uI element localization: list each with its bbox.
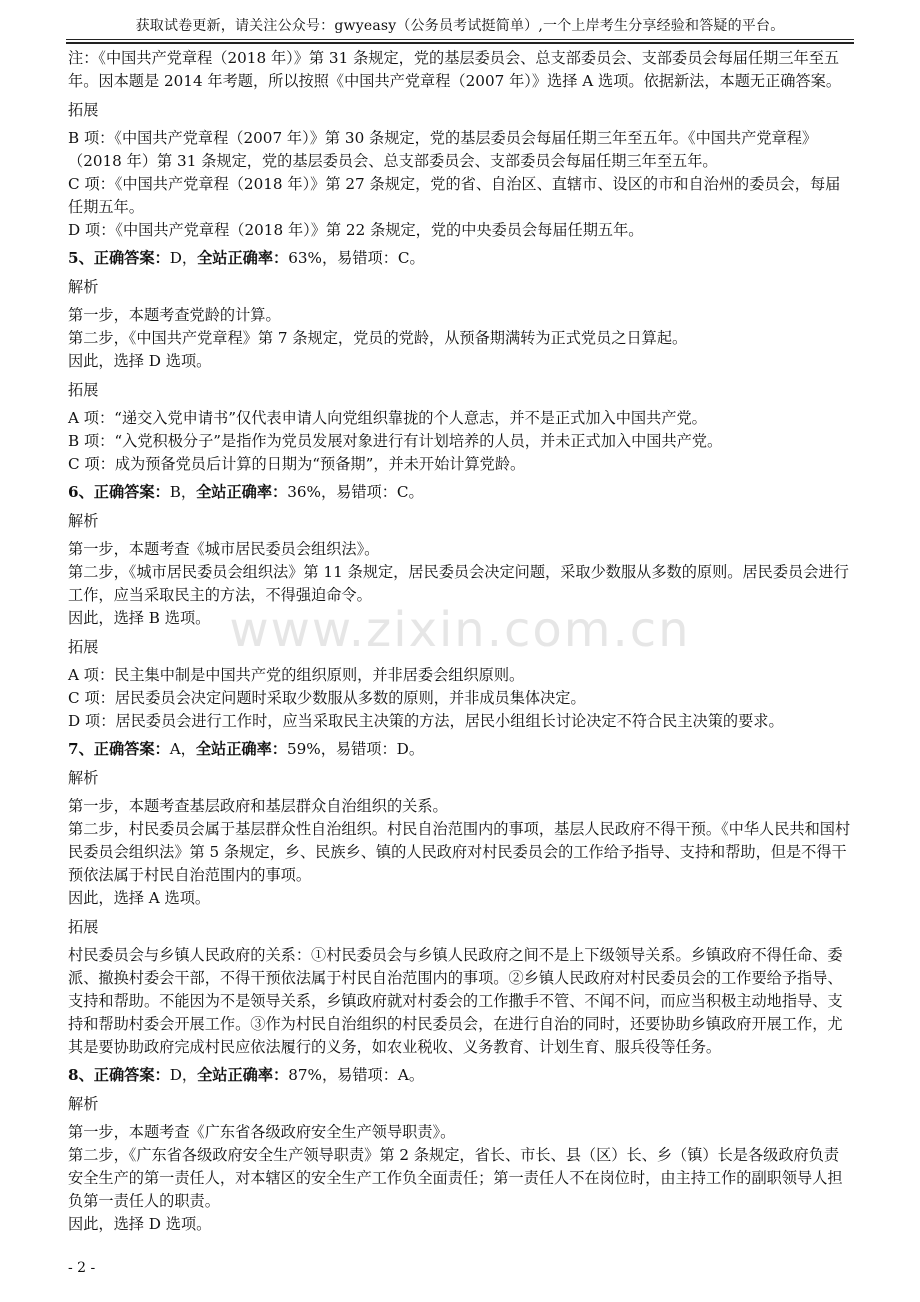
analysis-paragraph: 因此，选择 B 选项。	[68, 609, 211, 627]
analysis-paragraph: 因此，选择 D 选项。	[68, 1215, 212, 1233]
section-heading-extension: 拓展	[68, 638, 99, 656]
header-rule-thick	[66, 42, 854, 44]
accuracy-label: 全站正确率：	[197, 1066, 289, 1084]
intro-section	[68, 47, 854, 242]
analysis-paragraph: 第二步，《城市居民委员会组织法》第 11 条规定，居民委员会决定问题，采取少数服从多数的原则。居民委员会进行工作，应当采取民主的方法，不得强迫命令。	[68, 563, 849, 604]
answer-number-label: 8、正确答案：	[68, 1066, 170, 1084]
answer-line	[68, 247, 854, 270]
extension-paragraph: 村民委员会与乡镇人民政府的关系：①村民委员会与乡镇人民政府之间不是上下级领导关系。乡镇政府不得任命、委派、撤换村委会干部，不得干预依法属于村民自治范围内的事项。②乡镇人民政府对村民委员会的工作要给予指导、支持和帮助。不能因为不是领导关系，乡镇政府就对村委会的工作撒手不管、不闻不问，而应当积极主动地指导、支持和帮助村委会开展工作。③作为村民自治组织的村民委员会，在进行自治的同时，还要协助乡镇政府开展工作，尤其是要协助政府完成村民应依法履行的义务，如农业税收、义务教育、计划生育、服兵役等任务。	[68, 946, 843, 1056]
section-heading-analysis: 解析	[68, 769, 99, 787]
answer-number-label: 5、正确答案：	[68, 249, 170, 267]
accuracy-label: 全站正确率：	[197, 249, 289, 267]
answer-number-label: 6、正确答案：	[68, 483, 170, 501]
analysis-paragraph: 第一步，本题考查基层政府和基层群众自治组织的关系。	[68, 797, 448, 815]
extension-paragraph: B 项：《中国共产党章程（2007 年）》第 30 条规定，党的基层委员会每届任期三年至五年。《中国共产党章程》（2018 年）第 31 条规定，党的基层委员会、总支部委员会、支部委员会每届任期三年至五年。	[68, 129, 818, 170]
section-heading-extension: 拓展	[68, 381, 99, 399]
watermark: www.zixin.com.cn	[229, 602, 691, 658]
section-heading-analysis: 解析	[68, 512, 99, 530]
section-heading-extension: 拓展	[68, 918, 99, 936]
answer-line	[68, 481, 854, 504]
analysis-paragraph: 第一步，本题考查《广东省各级政府安全生产领导职责》。	[68, 1123, 456, 1141]
analysis-paragraph: 第一步，本题考查《城市居民委员会组织法》。	[68, 540, 380, 558]
extension-paragraph: D 项：《中国共产党章程（2018 年）》第 22 条规定，党的中央委员会每届任期五年。	[68, 221, 644, 239]
question-8	[68, 1064, 854, 1236]
intro-paragraph: 注：《中国共产党章程（2018 年）》第 31 条规定，党的基层委员会、总支部委员会、支部委员会每届任期三年至五年。因本题是 2014 年考题，所以按照《中国共产党章程（2007 年）》选择 A 选项。依据新法，本题无正确答案。	[68, 49, 842, 90]
answer-value: B，	[169, 483, 197, 501]
accuracy-label: 全站正确率：	[196, 483, 288, 501]
analysis-paragraph: 第二步，《广东省各级政府安全生产领导职责》第 2 条规定，省长、市长、县（区）长、乡（镇）长是各级政府负责安全生产的第一责任人，对本辖区的安全生产工作负全面责任；第一责任人不在岗位时，由主持工作的副职领导人担负第一责任人的职责。	[68, 1146, 843, 1210]
answer-value: D，	[169, 1066, 198, 1084]
question-6	[68, 481, 854, 733]
page-number: - 2 -	[68, 1260, 96, 1276]
analysis-paragraph: 第一步，本题考查党龄的计算。	[68, 306, 281, 324]
accuracy-value: 63%，易错项：C。	[288, 249, 425, 267]
accuracy-value: 36%，易错项：C。	[287, 483, 424, 501]
accuracy-label: 全站正确率：	[195, 740, 287, 758]
section-heading-analysis: 解析	[68, 278, 99, 296]
extension-paragraph: A 项：“递交入党申请书”仅代表申请人向党组织靠拢的个人意志，并不是正式加入中国共产党。	[68, 409, 707, 427]
extension-paragraph: A 项：民主集中制是中国共产党的组织原则，并非居委会组织原则。	[68, 666, 525, 684]
analysis-paragraph: 第二步，《中国共产党章程》第 7 条规定，党员的党龄，从预备期满转为正式党员之日算起。	[68, 329, 688, 347]
extension-paragraph: B 项：“入党积极分子”是指作为党员发展对象进行有计划培养的人员，并未正式加入中国共产党。	[68, 432, 723, 450]
analysis-paragraph: 第二步，村民委员会属于基层群众性自治组织。村民自治范围内的事项，基层人民政府不得干预。《中华人民共和国村民委员会组织法》第 5 条规定，乡、民族乡、镇的人民政府对村民委员会的工作给予指导、支持和帮助，但是不得干预依法属于村民自治范围内的事项。	[68, 820, 851, 884]
answer-line	[68, 1064, 854, 1087]
section-heading-extension: 拓展	[68, 101, 99, 119]
analysis-paragraph: 因此，选择 D 选项。	[68, 352, 212, 370]
section-heading-analysis: 解析	[68, 1095, 99, 1113]
answer-line	[68, 738, 854, 761]
answer-number-label: 7、正确答案：	[68, 740, 170, 758]
extension-paragraph: C 项：《中国共产党章程（2018 年）》第 27 条规定，党的省、自治区、直辖市、设区的市和自治州的委员会，每届任期五年。	[68, 175, 841, 216]
question-5	[68, 247, 854, 476]
extension-paragraph: C 项：成为预备党员后计算的日期为“预备期”，并未开始计算党龄。	[68, 455, 526, 473]
question-7	[68, 738, 854, 1059]
page-header: 获取试卷更新，请关注公众号：gwyeasy（公务员考试挺简单）,一个上岸考生分享经验和答疑的平台。	[135, 18, 785, 34]
document-body	[68, 47, 854, 1236]
extension-paragraph: D 项：居民委员会进行工作时，应当采取民主决策的方法，居民小组组长讨论决定不符合民主决策的要求。	[68, 712, 784, 730]
accuracy-value: 59%，易错项：D。	[286, 740, 425, 758]
answer-value: D，	[169, 249, 198, 267]
accuracy-value: 87%，易错项：A。	[288, 1066, 425, 1084]
analysis-paragraph: 因此，选择 A 选项。	[68, 889, 211, 907]
header-rule-thin	[66, 39, 854, 40]
answer-value: A，	[169, 740, 196, 758]
extension-paragraph: C 项：居民委员会决定问题时采取少数服从多数的原则，并非成员集体决定。	[68, 689, 586, 707]
